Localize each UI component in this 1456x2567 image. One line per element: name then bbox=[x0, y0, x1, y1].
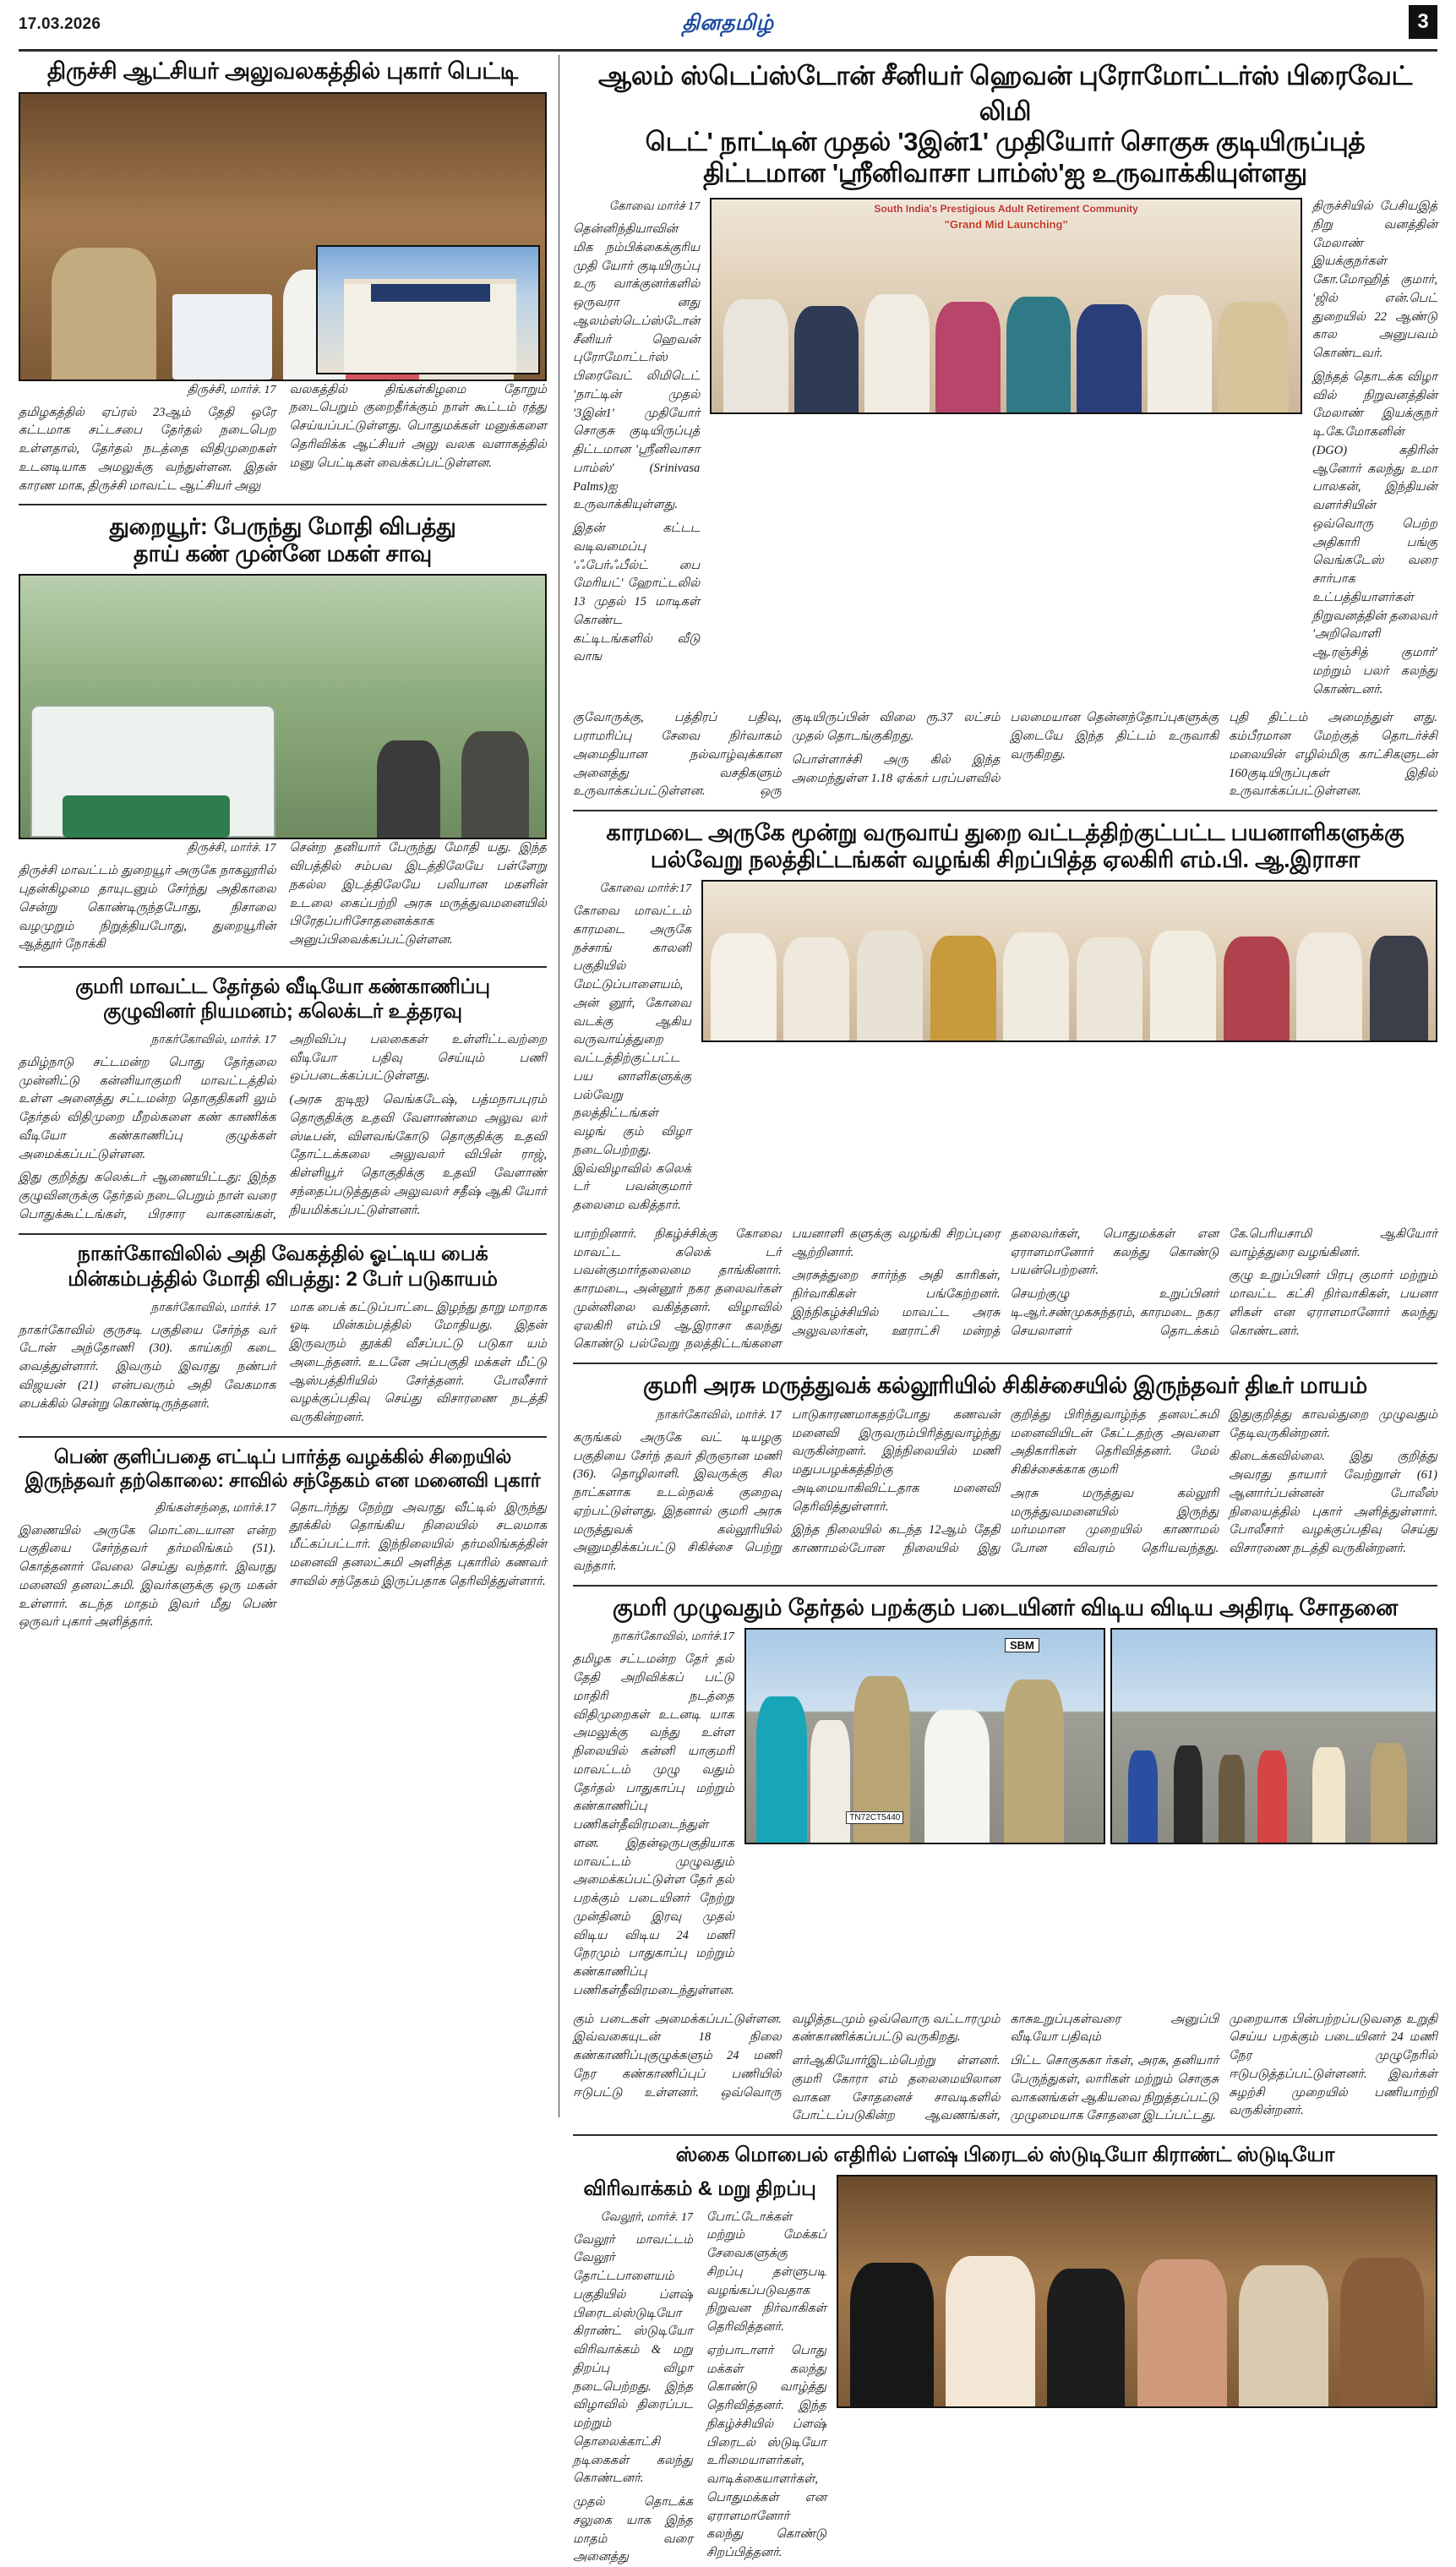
body-thuraiyur-bus-accident bbox=[19, 839, 547, 957]
paragraph: குழு உறுப்பினர் பிரபு குமார் மற்றும் மாவட்ட கட்சி நிர்வாகிகள், பயனா ளிகள் என ஏராளமானோர் கலந்து கொண்டனர். bbox=[1229, 1267, 1437, 1341]
newspaper-title: தினதமிழ் bbox=[19, 12, 1437, 38]
headline-karamadai-line2: பல்வேறு நலத்திட்டங்கள் வழங்கி சிறப்பித்த ஏலகிரி எம்.பி. ஆ.இராசா bbox=[573, 845, 1437, 875]
photo-figures bbox=[20, 675, 545, 838]
paragraph: இதன் கட்டட வடிவமைப்பு 'ஃபேர்ஃபீல்ட் பை மேரியட்' ஹோட்டலில் 13 முதல் 15 மாடிகள் கொண்ட கட்டிடங்களில் வீடு வாங bbox=[573, 520, 700, 667]
article-separator bbox=[573, 1585, 1437, 1587]
figure-attendee bbox=[783, 937, 849, 1040]
paragraph: கோவை மாவட்டம் காரமடை அருகே நச்சாங் காலனி பகுதியில் மேட்டுப்பாளையம், அன் னூர், கோவை வடக்கு ஆகிய வருவாய்த்துறை வட்டத்திற்குட்பட்ட பய னாளிகளுக்கு பல்வேறு நலத்திட்டங்கள் வழங் கும் விழா நடைபெற்றது. இவ்விழாவில் கலெக் டர் பவன்குமார் தலைமை வகித்தார். bbox=[573, 903, 691, 1215]
photo-srinivasa-launch-event bbox=[710, 198, 1302, 704]
body-trichy-complaint-box bbox=[19, 381, 547, 496]
paragraph: தமிழகத்தில் ஏப்ரல் 23ஆம் தேதி ஒரே கட்டமாக சட்டசபை தேர்தல் நடைபெற உள்ளதால், தேர்தல் நடத்தை விதிமுறைகள் உடனடியாக அமலுக்கு வந்துள்ளன. இதன் காரண மாக, திருச்சி மாவட்ட ஆட்சியர் அலு bbox=[19, 404, 276, 496]
lead-right-text bbox=[1312, 198, 1437, 704]
article-separator bbox=[19, 966, 547, 968]
paragraph: பொள்ளாச்சி அரு கில் இந்த அமைந்துள்ள 1.18 ஏக்கர் பரப்பளவில் பலமையான தென்னந்தோப்புகளுக்கு இடையே இந்த திட்டம் உருவாகி வருகிறது. bbox=[792, 709, 1219, 801]
figure-guest bbox=[1137, 2259, 1227, 2406]
paragraph: புதி திட்டம் அமைந்துள் ளது. கம்பீரமான மேற்குத் தொடர்ச்சி மலையின் எழில்மிகு காட்சிகளுடன் 160குடியிருப்புகள் இதில் உருவாக்கப்பட்டுள்ளன. bbox=[1229, 709, 1437, 801]
photo-inset-collectorate-building bbox=[316, 245, 540, 374]
figure-attendee bbox=[711, 933, 777, 1040]
photo-bus-accident-scene bbox=[19, 574, 547, 839]
paragraph: தமிழக சட்டமன்ற தேர் தல் தேதி அறிவிக்கப் பட்டு மாதிரி நடத்தை விதிமுறைகள் உடனடி யாக அமலுக்கு வந்து உள்ள நிலையில் கன்னி யாகுமரி மாவட்டம் முழு வதும் தேர்தல் பாதுகாப்பு மற்றும் கண்காணிப்பு பணிகள்தீவிரமடைந்துள் ளன. இதன்ஒருபகுதியாக மாவட்டம் முழுவதும் அமைக்கப்பட்டுள்ள தேர் தல் பறக்கும் படையினர் நேற்று முன்தினம் இரவு முதல் விடிய விடிய 24 மணி நேரமும் பாதுகாப்பு மற்றும் கண்காணிப்பு பணிகள்தீவிரமடைந்துள்ளன. bbox=[573, 1651, 734, 2000]
figure-woman-teal-saree bbox=[756, 1696, 806, 1843]
figure-person bbox=[1174, 1745, 1202, 1843]
figure-guest bbox=[1340, 2258, 1424, 2406]
paragraph: அரசு மருத்துவ கல்லூரி மருத்துவமனையில் இருந்து மர்மமான முறையில் காணாமல் போன விவரம் தெரியவந்தது. இதுகுறித்து காவல்துறை முழுவதும் தேடிவருகின்றனர். bbox=[1011, 1406, 1438, 1576]
paragraph: ஏற்பாடாளர் பொது மக்கள் கலந்து கொண்டு வாழ்த்து தெரிவித்தனர். இந்த நிகழ்ச்சியில் ப்ளஷ் பிரைடல் ஸ்டுடியோ உரிமையாளர்கள், வாடிக்கையாளர்கள், பொதுமக்கள் என ஏராளமானோர் கலந்து கொண்டு சிறப்பித்தனர். bbox=[706, 2342, 826, 2563]
left-column bbox=[19, 55, 559, 2117]
article-thuraiyur-bus-accident bbox=[19, 512, 547, 957]
paragraph: யாற்றினார். நிகழ்ச்சிக்கு கோவை மாவட்ட கலெக் டர் பவன்குமார்தலைமை தாங்கினார். காரமடை, அன்னூர் நகர தலைவர்கள் முன்னிலை வகித்தனர். விழாவில் ஏலகிரி எம்.பி ஆ.இராசா கலந்து கொண்டு பல்வேறு நலத்திட்டங்களை பயனாளி களுக்கு வழங்கி சிறப்புரை ஆற்றினார். bbox=[573, 1226, 1001, 1354]
figure-guest bbox=[850, 2263, 934, 2406]
headline-kumari-flying-squad-raid: குமரி முழுவதும் தேர்தல் பறக்கும் படையினர் விடிய விடிய அதிரடி சோதனை bbox=[573, 1593, 1437, 1623]
article-kumari-hospital-missing bbox=[573, 1371, 1437, 1576]
photo-figures bbox=[712, 289, 1301, 412]
figure-guest bbox=[1006, 297, 1072, 412]
article-karamadai-welfare-schemes bbox=[573, 818, 1437, 1354]
figure-police-officer bbox=[1371, 1743, 1406, 1843]
flying-squad-left-text bbox=[573, 1628, 734, 2005]
photo-figures bbox=[838, 2250, 1436, 2406]
headline-thingalsanthai-line2: இருந்தவர் தற்கொலை: சாவில் சந்தேகம் என மனைவி புகார் bbox=[19, 1468, 547, 1493]
paragraph: மாக பைக் கட்டுப்பாட்டை இழந்து தாறு மாறாக ஓடி மின்கம்பத்தில் மோதியது. இதன் இருவரும் தூக்கி வீசப்பட்டு படுகா யம் அடைந்தனர். உடனே அப்பகுதி மக்கள் மீட்டு ஆஸ்பத்திரியில் சேர்த்தனர். போலீசார் வழக்குப்பதிவு செய்து விசாரணை நடத்தி வருகின்றனர். bbox=[290, 1299, 548, 1428]
figure-attendee bbox=[1370, 936, 1428, 1041]
paragraph: பிட்ட சொகுசுகா ர்கள், அரசு, தனியார் பேருந்துகள், லாரிகள் மற்றும் சொகுசு வாகனங்கள் ஆகியவை நிறுத்தப்பட்டு முழுமையாக சோதனை இடப்பட்டது. bbox=[1011, 2052, 1219, 2126]
paragraph: இணையில் அருகே மொட்டையான என்ற பகுதியை சேர்ந்தவர் தர்மலிங்கம் (51). கொத்தனார் வேலை செய்து வந்தார். இவரது மனைவி தனலட்சுமி. இவர்களுக்கு ஒரு மகன் உள்ளார். கடந்த மாதம் இவர் மீது பெண் ஒருவர் புகார் அளித்தார். bbox=[19, 1522, 276, 1633]
figure-police-officer bbox=[1004, 1679, 1065, 1843]
karamadai-flow bbox=[573, 880, 1437, 1221]
banner-line2: "Grand Mid Launching" bbox=[712, 218, 1301, 231]
dateline: வேலூர், மார்ச். 17 bbox=[573, 2209, 693, 2226]
headline-nagercoil-bike-line2: மின்கம்பத்தில் மோதி விபத்து: 2 பேர் படுகாயம் bbox=[19, 1267, 547, 1293]
bus-operator-label: SBM bbox=[1005, 1638, 1039, 1652]
figure-police-officer bbox=[52, 248, 156, 379]
figure-guest bbox=[935, 302, 1001, 413]
karamadai-left-text bbox=[573, 880, 691, 1221]
paragraph: இந்தத் தொடக்க விழா வில் நிறுவனத்தின் மேலாண் இயக்குநர் டி.கே.மோகனின் (DGO) கதிரின் ஆனோர் கலந்து உமா பாலகன், இந்தியன் வளர்சியின் ஒவ்வொரு பெற்ற அதிகாரி பங்கு வெங்கடேஸ் வரை சார்பாக உட்பத்தியாளர்கள் நிறுவனத்தின் தலைவர் 'அறிவொளி ஆ.ரஞ்சித் குமார்' மற்றும் பலர் கலந்து கொண்டனர். bbox=[1312, 369, 1437, 700]
vehicle-number-plate: TN72CT5440 bbox=[846, 1811, 903, 1824]
figure-bystander bbox=[377, 740, 440, 838]
headline-srinivasa-line2: டெட்' நாட்டின் முதல் '3இன்1' முதியோர் சொகுசு குடியிருப்புத் bbox=[573, 124, 1437, 160]
flying-squad-flow bbox=[573, 1628, 1437, 2005]
paragraph: செயற்குழு உறுப்பினர் டி.ஆர்.சண்முகசுந்தரம், காரமடை நகர செயலாளர் தொடக்கம் கே.பெரியசாமி ஆகியோர் வாழ்த்துரை வழங்கினர். bbox=[1011, 1226, 1438, 1354]
article-separator bbox=[573, 1363, 1437, 1364]
figure-woman bbox=[1312, 1747, 1344, 1843]
figure-attendee bbox=[1077, 937, 1142, 1040]
paragraph: கருங்கல் அருகே வட் டியழகு பகுதியை சேர்ந் தவர் திருஞான மணி (36). தொழிலாளி. இவருக்கு சில நாட்களாக உடல்நலக் குறைவு ஏற்பட்டுள்ளது. இதனால் குமரி அரசு மருத்துவக் கல்லூரியில் அனுமதிக்கப்பட்டு சிகிச்சை பெற்று வந்தார். bbox=[573, 1429, 782, 1576]
dateline: திருச்சி, மார்ச். 17 bbox=[19, 381, 276, 399]
blush-flow bbox=[573, 2175, 1437, 2567]
paragraph: அரசுத்துறை சார்ந்த அதி காரிகள், நிர்வாகிகள் பங்கேற்றனர். இந்நிகழ்ச்சியில் மாவட்ட அரசு அலுவலர்கள், ஊராட்சி மன்றத் தலைவர்கள், பொதுமக்கள் என ஏராளமானோர் கலந்து கொண்டு பயன்பெற்றனர். bbox=[792, 1226, 1219, 1354]
masthead bbox=[19, 0, 1437, 49]
headline-thingalsanthai-line1: பெண் குளிப்பதை எட்டிப் பார்த்த வழக்கில் சிறையில் bbox=[19, 1445, 547, 1469]
article-kumari-flying-squad-raid bbox=[573, 1593, 1437, 2126]
article-separator bbox=[573, 2134, 1437, 2136]
lead-article-flow bbox=[573, 198, 1437, 704]
page-body bbox=[19, 55, 1437, 2117]
figure-attendee-saree bbox=[930, 936, 996, 1041]
headline-srinivasa-line1: ஆலம் ஸ்டெப்ஸ்டோன் சீனியர் ஹெவன் புரோமோட்டர்ஸ் பிரைவேட் லிமி bbox=[573, 58, 1437, 128]
dateline: திருச்சி, மார்ச். 17 bbox=[19, 839, 276, 857]
figure-attendee bbox=[1150, 931, 1216, 1040]
article-blush-bridal-studio bbox=[573, 2143, 1437, 2567]
headline-nagercoil-bike-line1: நாகர்கோவிலில் அதி வேகத்தில் ஓட்டிய பைக் bbox=[19, 1242, 547, 1268]
building-signboard bbox=[371, 284, 490, 302]
figure-bus-front-band bbox=[63, 795, 231, 838]
paragraph: தென்னிந்தியாவின் மிக நம்பிக்கைக்குரிய முதி யோர் குடியிருப்பு உரு வாக்குனர்களில் ஒருவரா னது ஆலம்ஸ்டெப்ஸ்டோன் சீனியர் ஹெவன் புரோமோட்டர்ஸ் பிரைவேட் லிமிடெட் 'நாட்டின் முதல் '3இன்1' முதியோர் சொகுசு குடியிருப்புத் திட்டமான 'ஸ்ரீனிவாசா பாம்ஸ்' (Srinivasa Palms)ஐ உருவாக்கியுள்ளது. bbox=[573, 221, 700, 515]
figure-guest bbox=[794, 306, 859, 412]
body-srinivasa-palms-lower bbox=[573, 709, 1437, 801]
article-separator bbox=[19, 1233, 547, 1235]
headline-kumari-video-line1: குமரி மாவட்ட தேர்தல் வீடியோ கண்காணிப்பு bbox=[19, 975, 547, 1001]
figure-attendee bbox=[1296, 932, 1362, 1041]
photo-blush-studio-opening bbox=[837, 2175, 1437, 2567]
figure-person bbox=[1219, 1755, 1245, 1843]
figure-man bbox=[810, 1720, 850, 1843]
article-separator bbox=[19, 504, 547, 505]
figure-person bbox=[1257, 1750, 1286, 1843]
headline-thuraiyur-line1: துறையூர்: பேருந்து மோதி விபத்து bbox=[19, 512, 547, 542]
figure-attendee bbox=[857, 931, 923, 1040]
paragraph: நாகர்கோவில் குருசடி பகுதியை சேர்ந்த வர் டோன் அந்தோணி (30). காய்கறி கடை வைத்துள்ளார். இவரும் இவரது நண்பர் விஜயன் (21) என்பவரும் அதி வேகமாக பைக்கில் சென்று கொண்டிருந்தனர். bbox=[19, 1322, 276, 1414]
paragraph: வலகத்தில் திங்கள்கிழமை தோறும் நடைபெறும் குறைதீர்க்கும் நாள் கூட்டம் ரத்து செய்யப்பட்டுள்ளது. பொதுமக்கள் மனுக்களை தெரிவிக்க ஆட்சியர் அலு வலக வளாகத்தில் மனு பெட்டிகள் வைக்கப்பட்டுள்ளன. bbox=[290, 381, 548, 473]
headline-kumari-video-line2: குழுவினர் நியமனம்; கலெக்டர் உத்தரவு bbox=[19, 999, 547, 1025]
paragraph: கும் படைகள் அமைக்கப்பட்டுள்ளன. இவ்வகையுடன் 18 நிலை கண்காணிப்புகுழுக்களும் 24 மணி நேர கண்காணிப்புப் பணியில் ஈடுபட்டு உள்ளனர். ஒவ்வொரு வழித்தடமும் ஒவ்வொரு வட்டாரமும் கண்காணிக்கப்பட்டு வருகிறது. bbox=[573, 2011, 1001, 2127]
article-trichy-complaint-box bbox=[19, 57, 547, 495]
figure-guest bbox=[1077, 304, 1142, 413]
figure-person bbox=[1128, 1750, 1157, 1843]
dateline: திங்கள்சந்தை, மார்ச்.17 bbox=[19, 1499, 276, 1517]
article-nagercoil-bike-accident bbox=[19, 1242, 547, 1428]
figure-guest bbox=[946, 2256, 1035, 2406]
body-blush-bridal-studio bbox=[573, 2209, 826, 2567]
paragraph: கிடைக்கவில்லை. இது குறித்து அவரது தாயார் வேற்றுாள் (61) ஆனார்ப்பன்னன் போலீஸ் நிலையத்தில் புகார் அளித்துள்ளார். போலீசார் வழக்குப்பதிவு செய்து விசாரணை நடத்தி வருகின்றனர். bbox=[1229, 1448, 1437, 1559]
figure-guest bbox=[723, 299, 788, 412]
figure-guest bbox=[864, 294, 930, 412]
masthead-divider bbox=[19, 49, 1437, 52]
dateline: நாகர்கோவில், மார்ச்.17 bbox=[573, 1628, 734, 1646]
headline-blush-line2: விரிவாக்கம் & மறு திறப்பு bbox=[573, 2176, 826, 2203]
paragraph: தமிழ்நாடு சட்டமன்ற பொது தேர்தலை முன்னிட்டு கன்னியாகுமரி மாவட்டத்தில் உள்ள அனைத்து சட்டமன்ற தொகுதிகளி லும் தேர்தல் விதிமுறை மீறல்களை கண் காணிக்க வீடியோ கண்காணிப்பு குழுக்கள் அமைக்கப்பட்டுள்ளன. bbox=[19, 1054, 276, 1165]
right-column bbox=[559, 55, 1437, 2117]
paragraph: வேலூர் மாவட்டம் வேலூர் தோட்டபாளையம் பகுதியில் ப்ளஷ் பிரைடல்ஸ்டுடியோ கிராண்ட் ஸ்டுடியோ விரிவாக்கம் & மறு திறப்பு விழா நடைபெற்றது. இந்த விழாவில் திரைப்பட மற்றும் தொலைக்காட்சி நடிகைகள் கலந்து கொண்டனர். bbox=[573, 2231, 693, 2489]
photo-vehicle-check bbox=[744, 1628, 1105, 1844]
article-separator bbox=[573, 810, 1437, 811]
figure-guest bbox=[1218, 302, 1289, 413]
body-flying-squad-lower bbox=[573, 2011, 1437, 2127]
article-srinivasa-palms-launch bbox=[573, 58, 1437, 801]
paragraph: குவோருக்கு, பத்திரப் பதிவு, பராமரிப்பு சேவை நிர்வாகம் அமைதியான நல்வாழ்வுக்கான அனைத்து வசதிகளும் உருவாக்கப்பட்டுள்ளன. ஒரு குடியிருப்பின் விலை ரூ.37 லட்சம் முதல் தொடங்குகிறது. bbox=[573, 709, 1001, 801]
article-kumari-election-video-team bbox=[19, 975, 547, 1226]
body-kumari-hospital-missing bbox=[573, 1406, 1437, 1576]
photo-figures bbox=[703, 926, 1436, 1040]
blush-left-text bbox=[573, 2175, 826, 2567]
article-thingalsanthai-suicide-complaint bbox=[19, 1445, 547, 1632]
paragraph: இது குறித்து கலெக்டர் ஆணையிட்டது: இந்த குழுவினருக்கு தேர்தல் நடைபெறும் நாள் வரை பொதுக்கூட்டங்கள், பிரசார வாகனங்கள், அறிவிப்பு பலகைகள் உள்ளிட்டவற்றை வீடியோ பதிவு செய்யும் பணி ஒப்படைக்கப்பட்டுள்ளது. bbox=[19, 1031, 547, 1225]
photo-highway-checkpoint bbox=[1110, 1628, 1437, 1844]
photo-trichy-collectorate bbox=[19, 92, 547, 381]
paragraph: ளர்ஆகியோர்இடம்பெற்று ள்ளனர். குமரி கோரா எம் தலைமையிலான வாகன சோதனைச் சாவடிகளில் போட்டப்படுகின்ற ஆவணங்கள், காசுஉறுப்புகள்வரை அனுப்பி வீடியோ பதிவும் bbox=[792, 2011, 1219, 2127]
publication-date: 17.03.2026 bbox=[19, 15, 101, 34]
figure-man-white bbox=[924, 1710, 989, 1843]
paragraph: (அரசு ஐடிஐ) வெங்கடேஷ், பத்மநாபபுரம் தொகுதிக்கு உதவி வேளாண்மை அலுவ லர் ஸ்டீபன், விளவங்கோடு தொகுதிக்கு உதவி தோட்டக்கலை அலுவலர் விபின் ராஜ், கிள்ளியூர் தொகுதிக்கு உதவி வேளாண் சந்தைப்படுத்துதல் அலுவலர் சதீஷ் ஆகி யோர் நியமிக்கப்பட்டுள்ளனர். bbox=[290, 1091, 548, 1220]
headline-srinivasa-line3: திட்டமான 'ஸ்ரீனிவாசா பாம்ஸ்'ஐ உருவாக்கியுள்ளது bbox=[573, 156, 1437, 191]
figure-bystander bbox=[461, 731, 530, 838]
figure-guest bbox=[1047, 2269, 1125, 2406]
article-separator bbox=[19, 1436, 547, 1438]
figure-attendee-saree bbox=[1224, 937, 1290, 1040]
paragraph: பாடுகாரணமாகதற்போது கணவன் மனைவி இருவரும்பிரித்துவாழ்ந்து வருகின்றனர். இந்நிலையில் மணி மதுபபழக்கத்திற்கு அடிமையாகிவிட்டதாக மனைவி தெரிவித்துள்ளார். bbox=[792, 1406, 1001, 1517]
photo-figures bbox=[746, 1673, 1104, 1843]
banner-line1: South India's Prestigious Adult Retirement Community bbox=[712, 203, 1301, 215]
headline-karamadai-line1: காரமடை அருகே மூன்று வருவாய் துறை வட்டத்திற்குட்பட்ட பயனாளிகளுக்கு bbox=[573, 818, 1437, 848]
dateline: நாகர்கோவில், மார்ச். 17 bbox=[19, 1031, 276, 1049]
headline-thuraiyur-line2: தாய் கண் முன்னே மகள் சாவு bbox=[19, 539, 547, 569]
figure-attendee bbox=[1003, 932, 1069, 1041]
figure-complaint-box bbox=[172, 294, 272, 380]
dateline: நாகர்கோவில், மார்ச். 17 bbox=[573, 1406, 782, 1424]
dateline: கோவை மார்ச்:17 bbox=[573, 880, 691, 898]
headline-trichy-complaint-box: திருச்சி ஆட்சியர் அலுவலகத்தில் புகார் பெட்டி bbox=[19, 57, 547, 86]
headline-kumari-hospital-missing: குமரி அரசு மருத்துவக் கல்லூரியில் சிகிச்சையில் இருந்தவர் திடீர் மாயம் bbox=[573, 1371, 1437, 1401]
body-karamadai-lower bbox=[573, 1226, 1437, 1354]
body-nagercoil-bike-accident bbox=[19, 1299, 547, 1428]
photos-flying-squad bbox=[744, 1628, 1437, 2005]
paragraph: முதல் தொடக்க சலுகை யாக இந்த மாதம் வரை அனைத்து போட்டோக்கள் மற்றும் மேக்கப் சேவைகளுக்கு சிறப்பு தள்ளுபடி வழங்கப்படுவதாக நிறுவன நிர்வாகிகள் தெரிவித்தனர். bbox=[573, 2209, 826, 2567]
page-number-badge: 3 bbox=[1409, 5, 1437, 39]
paragraph: திருச்சி மாவட்டம் துறையூர் அருகே நாகலூரில் புதன்கிழமை தாயுடனும் சேர்ந்து அதிகாலை சென்று கொண்டிருந்தபோது, நிசாலை வழமுறும் நிறுத்தியபோது, துறையூரின் ஆத்தூர் நோக்கி bbox=[19, 862, 276, 954]
paragraph: முறையாக பின்பற்றப்படுவதை உறுதி செய்ய பறக்கும் படையினர் 24 மணி நேர முழுநேரில் ஈடுபடுத்தப்பட்டுள்ளனர். இவர்கள் சுழற்சி முறையில் பணியாற்றி வருகின்றனர். bbox=[1229, 2011, 1437, 2122]
headline-blush-line1: ஸ்கை மொபைல் எதிரில் ப்ளஷ் பிரைடல் ஸ்டுடியோ கிராண்ட் ஸ்டுடியோ bbox=[573, 2143, 1437, 2169]
body-kumari-election-video-team bbox=[19, 1031, 547, 1225]
body-thingalsanthai-suicide-complaint bbox=[19, 1499, 547, 1633]
paragraph: தொடர்ந்து நேற்று அவரது வீட்டில் இருந்து தூக்கில் தொங்கிய நிலையில் சடலமாக மீட்கப்பட்டார். இந்நிலையில் தர்மலிங்கத்தின் மனைவி தனலட்சுமி அளித்த புகாரில் கணவர் சாவில் சந்தேகம் இருப்பதாக தெரிவித்துள்ளார். bbox=[290, 1499, 548, 1592]
paragraph: திருச்சியில் பேசியஇத் நிறு வனத்தின் மேலாண் இயக்குநர்கள் கோ.மோஹித் குமார், 'ஜில் என்.பெட் துறையில் 22 ஆண்டு கால அனுபவம் கொண்டவர். bbox=[1312, 198, 1437, 363]
paragraph: இந்த நிலையில் கடந்த 12ஆம் தேதி காணாமல்போன நிலையில் இது குறித்து பிரிந்துவாழ்ந்த தனலட்சுமி மனைவியிடன் கேட்டதற்கு அவளை அதிகாரிகள் தெரிவித்தனர். மேல் சிகிச்சைக்காக குமரி bbox=[792, 1406, 1219, 1576]
photo-karamadai-event bbox=[701, 880, 1437, 1221]
paragraph: சென்ற தனியார் பேருந்து மோதி யது. இந்த விபத்தில் சம்பவ இடத்திலேயே பள்ளேறு நகல்ல இடத்திலேயே பலியான மகளின் உடலை கைப்பற்றி அரசு மருத்துவமனையில் பிரேதப்பரிசோதனைக்காக அனுப்பிவைக்கப்பட்டுள்ளன. bbox=[290, 839, 548, 950]
figure-guest bbox=[1239, 2265, 1328, 2406]
photo-figures bbox=[1112, 1740, 1436, 1843]
lead-left-text bbox=[573, 198, 700, 704]
dateline: நாகர்கோவில், மார்ச். 17 bbox=[19, 1299, 276, 1317]
dateline: கோவை மார்ச் 17 bbox=[573, 198, 700, 216]
figure-guest bbox=[1148, 295, 1213, 412]
